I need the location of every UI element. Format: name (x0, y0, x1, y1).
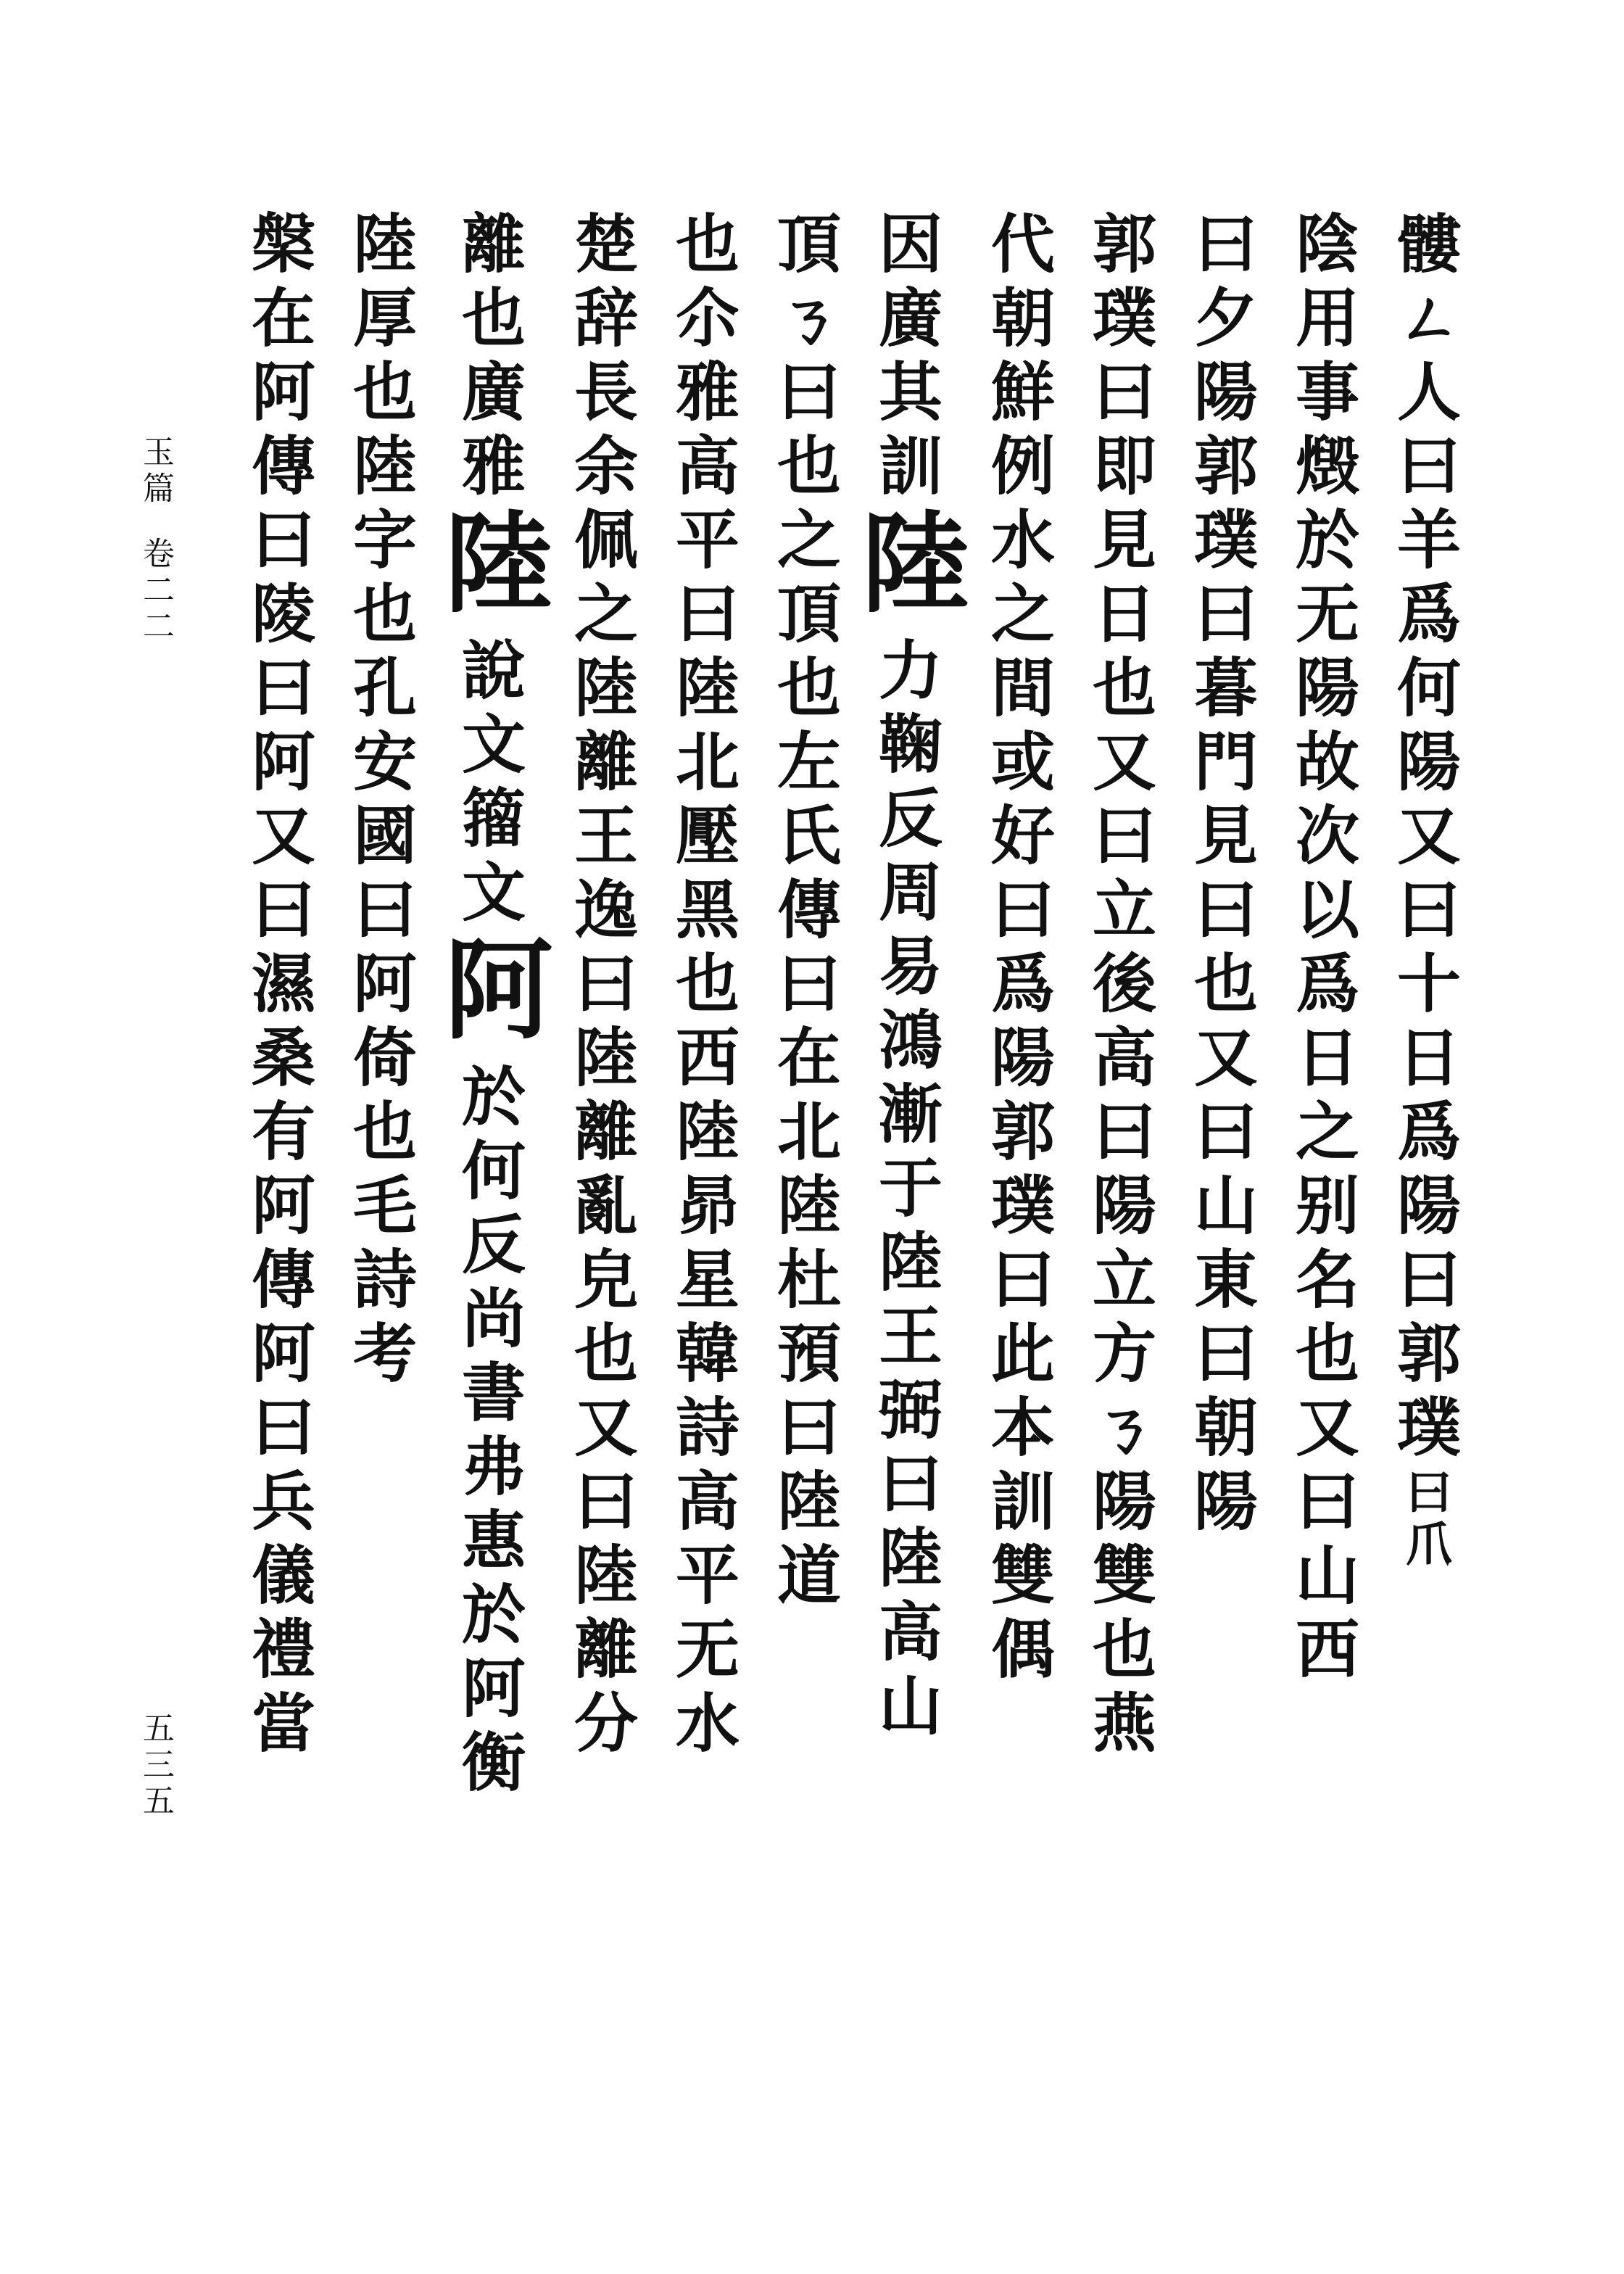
annotation-text: 曰爪 (1398, 1468, 1452, 1572)
column-text: 離也廣雅 (452, 210, 527, 506)
column-text: 郭璞曰即見日也又曰立後高曰陽立方ㄋ陽雙也燕 (1082, 210, 1158, 1764)
text-column-10 (426, 210, 553, 1803)
text-column-1 (1385, 210, 1464, 1572)
text-column-5 (979, 210, 1058, 1690)
column-text: 楚辞長余佩之陸離王逸曰陸離亂皃也又曰陸離分 (564, 210, 639, 1764)
column-text: 說文籀文 (452, 637, 527, 933)
text-column-3 (1182, 210, 1262, 1542)
column-text: 之頂也左氏傳曰在北陸杜預曰陸道 (767, 506, 842, 1616)
column-text: 於何反尚書弗惠於阿衡 (452, 1063, 527, 1803)
text-column-4 (1080, 210, 1160, 1764)
text-column-8 (663, 210, 743, 1764)
page-number: 五三五 (137, 1711, 174, 1820)
column-text: 代朝鮮例水之間或好曰爲陽郭璞曰此本訓雙偶 (981, 210, 1056, 1690)
column-text: 也尒雅高平曰陸北壓黑也西陸昴星韓詩高平无水 (666, 210, 741, 1764)
column-text: 陸字也 (343, 432, 418, 654)
headword: 陸 (426, 506, 553, 637)
column-text: 曰夕陽郭璞曰暮門見曰也又曰山東曰朝陽 (1184, 210, 1259, 1542)
column-text: 陰用事燬於无陽故次以爲日之别名也又曰山西 (1285, 210, 1361, 1690)
text-column-2 (1283, 210, 1363, 1690)
headword: 阿 (426, 933, 553, 1063)
volume-label: 卷二二 (137, 537, 174, 645)
column-text: 因廣其訓 (869, 210, 944, 506)
column-text: 槃在阿傳曰陵曰阿又曰濕桑有阿傳阿曰兵儀禮當 (241, 210, 317, 1764)
text-column-6 (842, 210, 970, 1746)
text-column-9 (562, 210, 642, 1764)
column-text: 陸厚也 (343, 210, 418, 432)
column-text: 頂ㄋ曰也 (767, 210, 842, 506)
column-text: 力鞠反周易鴻漸于陸王弼曰陸高山 (869, 637, 944, 1746)
text-column-7 (765, 210, 845, 1616)
text-column-12 (239, 210, 319, 1764)
margin-title (135, 435, 175, 645)
text-column-11 (341, 210, 420, 1394)
column-text: 孔安國曰阿倚也毛詩考 (343, 654, 418, 1394)
headword: 陸 (842, 506, 970, 637)
book-title: 玉篇 (137, 435, 174, 508)
column-text: 髏ㄥ人曰羊爲何陽又曰十日爲陽曰郭璞 (1387, 210, 1462, 1468)
